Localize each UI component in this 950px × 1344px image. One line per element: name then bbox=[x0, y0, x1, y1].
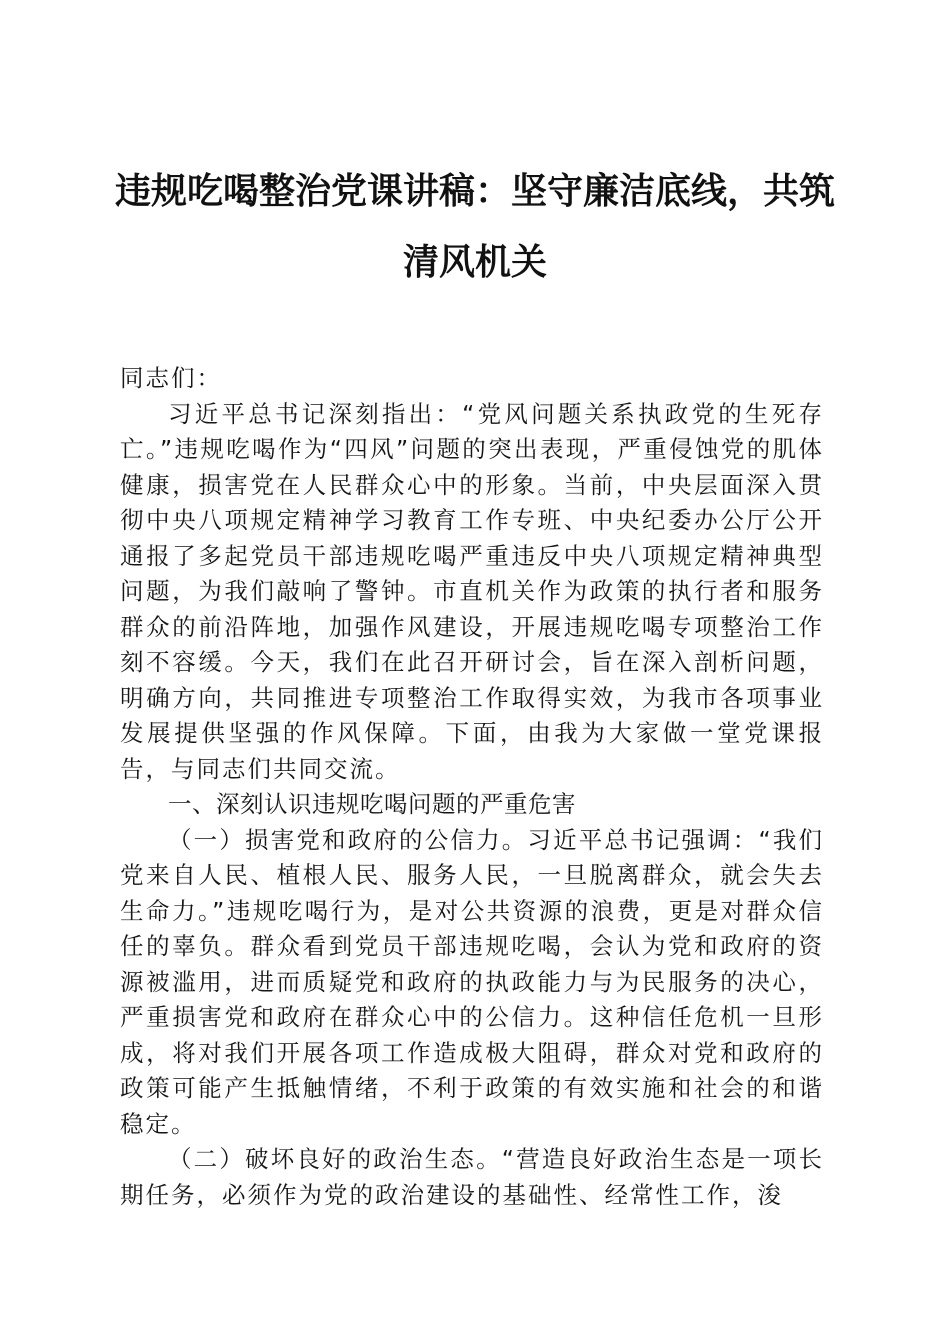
point-2-paragraph: （二）破坏良好的政治生态。“营造良好政治生态是一项长期任务，必须作为党的政治建设的基础性、经常性工作，浚 bbox=[120, 1145, 824, 1209]
document-body bbox=[120, 361, 824, 1213]
document-title-line-1: 违规吃喝整治党课讲稿：坚守廉洁底线，共筑 bbox=[114, 170, 835, 212]
salutation: 同志们： bbox=[120, 364, 222, 392]
section-heading-1: 一、深刻认识违规吃喝问题的严重危害 bbox=[168, 790, 576, 818]
point-1-paragraph: （一）损害党和政府的公信力。习近平总书记强调：“我们党来自人民、植根人民、服务人民，一旦脱离群众，就会失去生命力。”违规吃喝行为，是对公共资源的浪费，更是对群众信任的辜负。群众看到党员干部违规吃喝，会认为党和政府的资源被滥用，进而质疑党和政府的执政能力与为民服务的决心，严重损害党和政府在群众心中的公信力。这种信任危机一旦形成，将对我们开展各项工作造成极大阻碍，群众对党和政府的政策可能产生抵触情绪，不利于政策的有效实施和社会的和谐稳定。 bbox=[120, 825, 824, 1138]
intro-paragraph: 习近平总书记深刻指出：“党风问题关系执政党的生死存亡。”违规吃喝作为“四风”问题的突出表现，严重侵蚀党的肌体健康，损害党在人民群众心中的形象。当前，中央层面深入贯彻中央八项规定精神学习教育工作专班、中央纪委办公厅公开通报了多起党员干部违规吃喝严重违反中央八项规定精神典型问题，为我们敲响了警钟。市直机关作为政策的执行者和服务群众的前沿阵地，加强作风建设，开展违规吃喝专项整治工作刻不容缓。今天，我们在此召开研讨会，旨在深入剖析问题，明确方向，共同推进专项整治工作取得实效，为我市各项事业发展提供坚强的作风保障。下面，由我为大家做一堂党课报告，与同志们共同交流。 bbox=[120, 399, 824, 783]
document-title-line-2: 清风机关 bbox=[402, 241, 547, 283]
